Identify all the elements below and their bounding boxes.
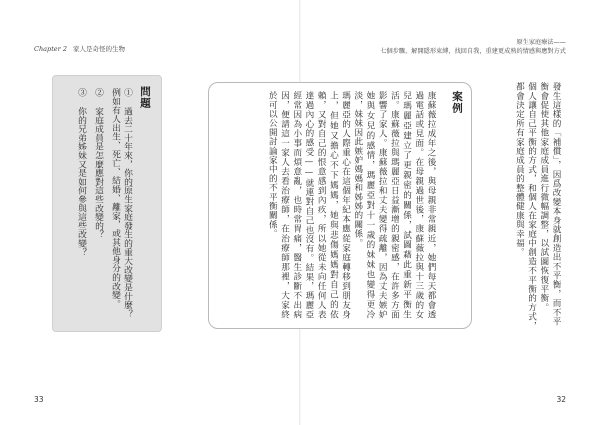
book-running-head xyxy=(380,38,566,56)
question-item-2: ② 家庭成員是怎麼應對這些改變的？ xyxy=(93,88,103,239)
case-box-body xyxy=(217,91,437,319)
page-number-left: 33 xyxy=(34,395,44,404)
case-box xyxy=(208,82,472,329)
question-box xyxy=(52,75,162,332)
body-paragraph-1: 發生這樣的「補償」，因爲改變本身就創造出不平衡，而不平衡會促使其他家庭成員進行微幅調整，以試圖恢復平衡。 xyxy=(538,82,561,327)
chapter-running-head xyxy=(34,44,125,53)
book-subtitle-line: 七個步驟，解開隱形束縛，找回自我，重建更成熟的情感與應對方式 xyxy=(380,48,566,55)
right-page-body xyxy=(487,82,562,332)
book-title-line: 原生家庭療法—— xyxy=(516,39,566,46)
case-paragraph-1: 康蘇薇拉成年之後，與母親非常親近，她們每天都會透過電話或見面。在母親過世後，康蘇薇拉與十三歲的女兒瑪麗亞建立了更親密的關係，試圖藉此重新平衡生活。康蘇薇拉與瑪麗亞日益漸增的親密感，在許多方面影響了家人。康蘇薇拉和丈夫變得疏離，因為丈夫嫉妒她與女兒的感情，瑪麗亞對十一歲的妹妹也變得更冷淡，妹妹因此嫉妒媽媽和姊姊的關係。 xyxy=(352,91,436,319)
question-item-1: ① 過去二十年來，你的原生家庭發生的重大改變是什麼？例如有人出生、死亡、結婚、離家，或其他身分的改變。 xyxy=(110,88,132,318)
chapter-label: Chapter 2 xyxy=(34,45,67,53)
question-box-title: 問題 xyxy=(139,86,151,109)
case-box-title: 案例 xyxy=(451,91,463,114)
page-number-right: 32 xyxy=(556,395,566,404)
case-paragraph-2: 瑪麗亞的人際重心在這個年紀本應從家庭轉移到朋友身上，但她又擔心不下媽媽，她與悲傷媽媽對自己的依賴，又對自己的恨意感到內疚，所以她從未向任何人表達過內心的感受——就連對自己也沒有。結果，瑪麗亞經常因為小事而煩意亂，也時常胃痛，醫生診斷不出病因，便請這一家人去看治療師，在治療師那裡，大家終於可以公開討論家中的不平衡關係。 xyxy=(267,91,351,319)
chapter-title: 家人是奇怪的生物 xyxy=(73,45,126,53)
body-paragraph-2: 個人讓自己平衡的方式，和個人在家庭中創造不平衡的方式，都會決定所有家庭成員的整體健康與幸福。 xyxy=(514,82,537,331)
question-item-3: ③ 你的兄弟姊妹又是如何參與這些改變？ xyxy=(76,88,86,257)
